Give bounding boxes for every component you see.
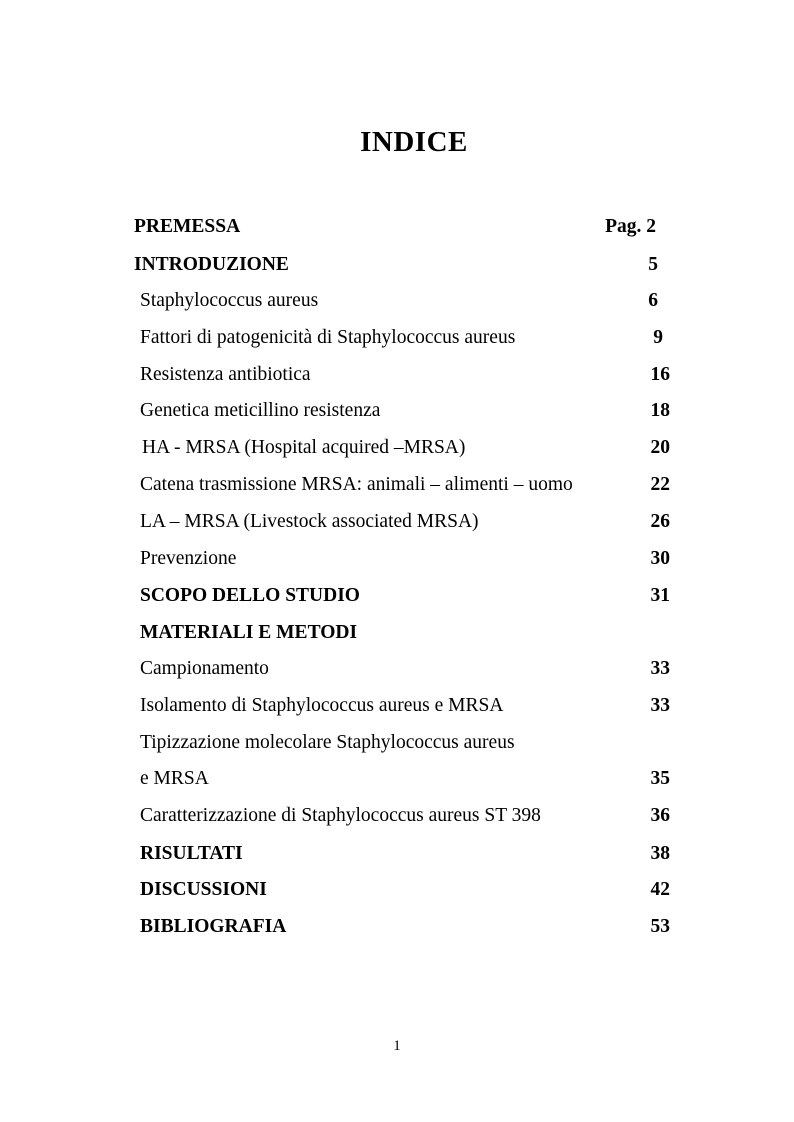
toc-entry-page: 16 bbox=[650, 364, 670, 385]
toc-entry-catena-trasmissione bbox=[0, 470, 794, 500]
page-title: INDICE bbox=[360, 126, 468, 158]
toc-entry-page: 31 bbox=[650, 585, 670, 606]
toc-entry-page: Pag. 2 bbox=[605, 216, 656, 237]
toc-entry-isolamento bbox=[0, 691, 794, 721]
toc-entry-ha-mrsa bbox=[0, 433, 794, 463]
toc-entry-label: BIBLIOGRAFIA bbox=[140, 916, 287, 937]
toc-entry-page: 18 bbox=[650, 400, 670, 421]
toc-entry-page: 20 bbox=[650, 437, 670, 458]
toc-entry-caratterizzazione bbox=[0, 801, 794, 831]
page-number: 1 bbox=[393, 1038, 401, 1054]
toc-entry-label: Staphylococcus aureus bbox=[140, 290, 319, 311]
toc-entry-label: HA - MRSA (Hospital acquired –MRSA) bbox=[142, 437, 466, 458]
toc-entry-label: PREMESSA bbox=[134, 216, 241, 237]
toc-entry-fattori-patogenicita bbox=[0, 323, 794, 353]
toc-entry-page: 33 bbox=[650, 658, 670, 679]
toc-entry-page: 38 bbox=[650, 843, 670, 864]
toc-entry-genetica-meticillino bbox=[0, 396, 794, 426]
toc-entry-page: 33 bbox=[650, 695, 670, 716]
toc-entry-staphylococcus-aureus bbox=[0, 286, 794, 316]
toc-entry-risultati bbox=[0, 839, 794, 869]
toc-entry-materiali-e-metodi bbox=[0, 618, 794, 648]
toc-entry-label: Fattori di patogenicità di Staphylococcus aureus bbox=[140, 327, 516, 348]
toc-entry-label: MATERIALI E METODI bbox=[140, 622, 358, 643]
toc-entry-label: Tipizzazione molecolare Staphylococcus aureus bbox=[140, 732, 515, 753]
toc-entry-label: Campionamento bbox=[140, 658, 269, 679]
toc-entry-discussioni bbox=[0, 875, 794, 905]
toc-entry-prevenzione bbox=[0, 544, 794, 574]
toc-entry-label: Isolamento di Staphylococcus aureus e MRSA bbox=[140, 695, 504, 716]
toc-entry-label: Genetica meticillino resistenza bbox=[140, 400, 381, 421]
toc-entry-label: Resistenza antibiotica bbox=[140, 364, 311, 385]
toc-entry-label: Caratterizzazione di Staphylococcus aureus ST 398 bbox=[140, 805, 541, 826]
toc-entry-scopo-dello-studio bbox=[0, 581, 794, 611]
toc-entry-page: 26 bbox=[650, 511, 670, 532]
toc-entry-page: 42 bbox=[650, 879, 670, 900]
toc-entry-resistenza-antibiotica bbox=[0, 360, 794, 390]
toc-entry-label: e MRSA bbox=[140, 768, 209, 789]
toc-entry-page: 36 bbox=[650, 805, 670, 826]
toc-entry-label: INTRODUZIONE bbox=[134, 254, 289, 275]
toc-entry-label: RISULTATI bbox=[140, 843, 243, 864]
toc-entry-campionamento bbox=[0, 654, 794, 684]
toc-entry-label: LA – MRSA (Livestock associated MRSA) bbox=[140, 511, 479, 532]
toc-entry-page: 35 bbox=[650, 768, 670, 789]
toc-entry-premessa bbox=[0, 212, 794, 242]
toc-entry-page: 5 bbox=[648, 254, 658, 275]
toc-entry-label: Catena trasmissione MRSA: animali – alimenti – uomo bbox=[140, 474, 573, 495]
toc-entry-page: 22 bbox=[650, 474, 670, 495]
toc-entry-label: SCOPO DELLO STUDIO bbox=[140, 585, 360, 606]
toc-entry-introduzione bbox=[0, 250, 794, 280]
toc-entry-page: 6 bbox=[648, 290, 658, 311]
toc-entry-tipizzazione-molecolare-cont bbox=[0, 764, 794, 794]
toc-entry-page: 30 bbox=[650, 548, 670, 569]
toc-entry-page: 53 bbox=[650, 916, 670, 937]
toc-entry-bibliografia bbox=[0, 912, 794, 942]
toc-entry-label: DISCUSSIONI bbox=[140, 879, 267, 900]
toc-entry-page: 9 bbox=[653, 327, 663, 348]
toc-entry-label: Prevenzione bbox=[140, 548, 237, 569]
toc-entry-tipizzazione-molecolare bbox=[0, 728, 794, 758]
toc-entry-la-mrsa bbox=[0, 507, 794, 537]
